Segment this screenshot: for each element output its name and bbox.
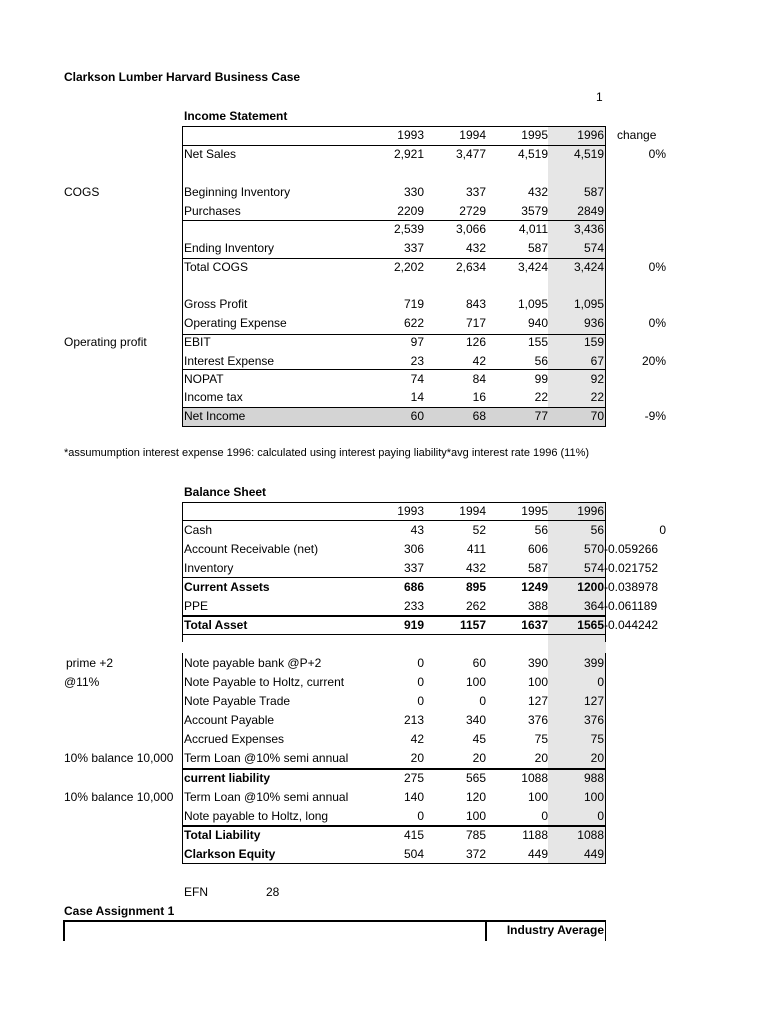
cell-1994: 20 bbox=[472, 751, 486, 765]
cell-1996: 936 bbox=[583, 316, 604, 330]
cell-1994: 2,634 bbox=[455, 260, 486, 274]
income-row bbox=[0, 258, 768, 277]
cell-change: -0.021752 bbox=[604, 561, 659, 575]
cell-1996: 1565 bbox=[577, 618, 604, 632]
balance-row bbox=[0, 559, 768, 578]
cell-1995: 0 bbox=[541, 809, 548, 823]
cell-1995: 587 bbox=[527, 241, 548, 255]
income-row bbox=[0, 388, 768, 407]
cell-1993: 275 bbox=[403, 771, 424, 785]
assignment-divider bbox=[485, 920, 487, 941]
cell-1994: 100 bbox=[465, 675, 486, 689]
cell-1993: 306 bbox=[403, 542, 424, 556]
cell-1996: 574 bbox=[583, 241, 604, 255]
balance-row-total-asset bbox=[0, 616, 768, 635]
row-label: Account Receivable (net) bbox=[184, 542, 319, 556]
row-label: Gross Profit bbox=[184, 297, 248, 311]
cell-1996: 1,095 bbox=[573, 297, 604, 311]
row-label: Current Assets bbox=[184, 580, 270, 594]
cell-1994: 68 bbox=[472, 409, 486, 423]
cell-change: -0.061189 bbox=[604, 599, 658, 613]
cell-1994: 337 bbox=[465, 185, 486, 199]
row-label: Clarkson Equity bbox=[184, 847, 276, 861]
cell-1994: 895 bbox=[465, 580, 486, 594]
assignment-right-border bbox=[605, 920, 606, 941]
cell-1996: 2849 bbox=[577, 204, 604, 218]
cell-1994: 411 bbox=[466, 542, 486, 556]
cell-change: -0.038978 bbox=[604, 580, 659, 594]
cell-change: 0% bbox=[648, 316, 666, 330]
cell-1994: 432 bbox=[465, 241, 486, 255]
cell-1994: 372 bbox=[465, 847, 486, 861]
cell-1995: 3579 bbox=[521, 204, 548, 218]
cell-1995: 75 bbox=[534, 732, 548, 746]
row-label: Total COGS bbox=[184, 260, 249, 274]
cell-1995: 100 bbox=[527, 675, 548, 689]
cell-1996: 92 bbox=[590, 372, 604, 386]
cell-1993: 14 bbox=[410, 390, 424, 404]
row-label: Interest Expense bbox=[184, 354, 275, 368]
cell-1996: 587 bbox=[583, 185, 604, 199]
row-label: Note Payable Trade bbox=[184, 694, 291, 708]
balance-row-current-assets bbox=[0, 578, 768, 597]
row-label: Note payable bank @P+2 bbox=[184, 656, 322, 670]
cell-1994: 340 bbox=[465, 713, 486, 727]
cell-1993: 330 bbox=[403, 185, 424, 199]
cell-1993: 2209 bbox=[397, 204, 424, 218]
income-year-1993: 1993 bbox=[397, 128, 424, 142]
cell-1993: 60 bbox=[410, 409, 424, 423]
cell-change: 0% bbox=[648, 260, 666, 274]
cell-1995: 127 bbox=[527, 694, 548, 708]
cell-1994: 0 bbox=[479, 694, 486, 708]
cell-1996: 399 bbox=[583, 656, 604, 670]
assignment-left-border bbox=[63, 920, 65, 941]
document-title: Clarkson Lumber Harvard Business Case bbox=[64, 70, 301, 84]
cell-1995: 56 bbox=[534, 354, 548, 368]
cell-1994: 60 bbox=[472, 656, 486, 670]
row-label: Income tax bbox=[184, 390, 243, 404]
cell-1994: 45 bbox=[472, 732, 486, 746]
cell-1996: 570 bbox=[583, 542, 604, 556]
cell-1995: 1088 bbox=[521, 771, 548, 785]
cell-1996: 127 bbox=[583, 694, 604, 708]
balance-row bbox=[0, 540, 768, 559]
income-statement-title: Income Statement bbox=[184, 109, 288, 123]
row-note: COGS bbox=[64, 185, 100, 199]
balance-row bbox=[0, 597, 768, 616]
efn-value: 28 bbox=[266, 885, 280, 899]
cell-1996: 1088 bbox=[577, 828, 604, 842]
balance-row bbox=[0, 711, 768, 730]
cell-1995: 587 bbox=[527, 561, 548, 575]
cell-1996: 4,519 bbox=[573, 147, 604, 161]
cell-1993: 2,921 bbox=[393, 147, 424, 161]
balance-row-equity bbox=[0, 845, 768, 864]
cell-1995: 1,095 bbox=[517, 297, 548, 311]
income-row bbox=[0, 352, 768, 371]
balance-year-1994: 1994 bbox=[459, 504, 486, 518]
balance-row bbox=[0, 673, 768, 692]
row-label: Beginning Inventory bbox=[184, 185, 291, 199]
balance-row-total-liability bbox=[0, 826, 768, 845]
balance-year-1993: 1993 bbox=[397, 504, 424, 518]
cell-1995: 449 bbox=[527, 847, 548, 861]
row-label: PPE bbox=[184, 599, 209, 613]
cell-1995: 155 bbox=[527, 335, 548, 349]
row-label: Total Liability bbox=[184, 828, 261, 842]
cell-1993: 337 bbox=[403, 561, 424, 575]
balance-header-row bbox=[0, 502, 768, 521]
cell-1994: 16 bbox=[472, 390, 486, 404]
cell-1996: 22 bbox=[590, 390, 604, 404]
cell-1993: 0 bbox=[417, 675, 424, 689]
income-row bbox=[0, 145, 768, 164]
cell-1996: 1200 bbox=[577, 580, 604, 594]
page-number: 1 bbox=[596, 90, 603, 104]
income-row bbox=[0, 239, 768, 258]
row-label: Net Income bbox=[184, 409, 246, 423]
row-label: Term Loan @10% semi annual bbox=[184, 790, 349, 804]
balance-row-current-liability bbox=[0, 769, 768, 788]
balance-sheet-title: Balance Sheet bbox=[184, 485, 267, 499]
balance-row bbox=[0, 807, 768, 826]
row-label: Net Sales bbox=[184, 147, 237, 161]
cell-1995: 99 bbox=[534, 372, 548, 386]
cell-1993: 213 bbox=[403, 713, 424, 727]
cell-1994: 843 bbox=[465, 297, 486, 311]
cell-1994: 120 bbox=[465, 790, 486, 804]
cell-1996: 3,424 bbox=[573, 260, 604, 274]
cell-1993: 2,202 bbox=[393, 260, 424, 274]
balance-row bbox=[0, 749, 768, 768]
income-row bbox=[0, 295, 768, 314]
cell-1996: 376 bbox=[583, 713, 604, 727]
row-note: prime +2 bbox=[66, 656, 114, 670]
cell-1995: 1637 bbox=[521, 618, 548, 632]
cell-1994: 52 bbox=[472, 523, 486, 537]
cell-1993: 415 bbox=[403, 828, 424, 842]
income-bottom-border bbox=[182, 426, 606, 427]
cell-1993: 97 bbox=[410, 335, 424, 349]
cell-1996: 449 bbox=[583, 847, 604, 861]
cell-1993: 23 bbox=[410, 354, 424, 368]
cell-1994: 565 bbox=[465, 771, 486, 785]
cell-1996: 70 bbox=[590, 409, 604, 423]
cell-1995: 100 bbox=[527, 790, 548, 804]
cell-1995: 432 bbox=[527, 185, 548, 199]
income-row bbox=[0, 220, 768, 239]
cell-1996: 20 bbox=[590, 751, 604, 765]
cell-1994: 432 bbox=[465, 561, 486, 575]
cell-change: 20% bbox=[641, 354, 666, 368]
cell-1996: 0 bbox=[597, 675, 604, 689]
cell-1993: 686 bbox=[403, 580, 424, 594]
income-year-1994: 1994 bbox=[459, 128, 486, 142]
cell-1994: 126 bbox=[465, 335, 486, 349]
row-label: Ending Inventory bbox=[184, 241, 275, 255]
row-note: Operating profit bbox=[64, 335, 147, 349]
row-label: Operating Expense bbox=[184, 316, 287, 330]
row-label: Account Payable bbox=[184, 713, 275, 727]
cell-1993: 2,539 bbox=[393, 222, 424, 236]
row-label: Term Loan @10% semi annual bbox=[184, 751, 349, 765]
cell-1993: 74 bbox=[410, 372, 424, 386]
cell-1993: 504 bbox=[403, 847, 424, 861]
row-label: NOPAT bbox=[184, 372, 224, 386]
cell-1996: 159 bbox=[583, 335, 604, 349]
row-note: 10% balance 10,000 bbox=[64, 751, 174, 765]
balance-row bbox=[0, 692, 768, 711]
cell-1994: 100 bbox=[465, 809, 486, 823]
income-year-1996: 1996 bbox=[577, 128, 604, 142]
cell-1994: 84 bbox=[472, 372, 486, 386]
cell-1994: 42 bbox=[472, 354, 486, 368]
cell-1996: 988 bbox=[583, 771, 604, 785]
cell-1995: 22 bbox=[534, 390, 548, 404]
cell-1996: 100 bbox=[583, 790, 604, 804]
cell-1995: 77 bbox=[534, 409, 548, 423]
income-row bbox=[0, 370, 768, 389]
cell-change: 0 bbox=[659, 523, 666, 537]
cell-1996: 574 bbox=[583, 561, 604, 575]
row-note: @11% bbox=[64, 675, 100, 689]
cell-1995: 20 bbox=[534, 751, 548, 765]
cell-1993: 43 bbox=[410, 523, 424, 537]
cell-1993: 337 bbox=[403, 241, 424, 255]
income-row bbox=[0, 314, 768, 333]
cell-1995: 3,424 bbox=[517, 260, 548, 274]
income-row bbox=[0, 183, 768, 202]
cell-1995: 940 bbox=[527, 316, 548, 330]
cell-1993: 0 bbox=[417, 809, 424, 823]
cell-change: -0.059266 bbox=[604, 542, 659, 556]
balance-row bbox=[0, 730, 768, 749]
row-label: current liability bbox=[184, 771, 271, 785]
income-header-row bbox=[0, 126, 768, 145]
cell-1993: 0 bbox=[417, 694, 424, 708]
balance-row bbox=[0, 654, 768, 673]
income-row-net-income bbox=[0, 407, 768, 426]
cell-1996: 3,436 bbox=[573, 222, 604, 236]
industry-average-header: Industry Average bbox=[506, 923, 604, 937]
cell-1993: 140 bbox=[403, 790, 424, 804]
cell-1994: 3,066 bbox=[455, 222, 486, 236]
cell-change: -0.044242 bbox=[604, 618, 659, 632]
row-label: Accrued Expenses bbox=[184, 732, 285, 746]
cell-1995: 606 bbox=[527, 542, 548, 556]
cell-1996: 0 bbox=[597, 809, 604, 823]
cell-1995: 56 bbox=[534, 523, 548, 537]
cell-1994: 1157 bbox=[459, 618, 486, 632]
row-note: 10% balance 10,000 bbox=[64, 790, 174, 804]
cell-1993: 719 bbox=[403, 297, 424, 311]
cell-1994: 785 bbox=[465, 828, 486, 842]
cell-1995: 390 bbox=[527, 656, 548, 670]
cell-1995: 376 bbox=[527, 713, 548, 727]
row-label: Purchases bbox=[184, 204, 241, 218]
cell-1994: 717 bbox=[465, 316, 486, 330]
cell-1993: 20 bbox=[410, 751, 424, 765]
income-row bbox=[0, 333, 768, 352]
balance-year-1996: 1996 bbox=[577, 504, 604, 518]
income-change-header: change bbox=[617, 128, 657, 142]
row-label: Inventory bbox=[184, 561, 234, 575]
cell-1993: 919 bbox=[403, 618, 424, 632]
cell-1995: 1249 bbox=[521, 580, 548, 594]
case-assignment-title: Case Assignment 1 bbox=[64, 904, 175, 918]
row-label: EBIT bbox=[184, 335, 211, 349]
cell-1995: 1188 bbox=[522, 828, 548, 842]
cell-1993: 622 bbox=[403, 316, 424, 330]
balance-year-1995: 1995 bbox=[521, 504, 548, 518]
cell-change: 0% bbox=[648, 147, 666, 161]
cell-1996: 75 bbox=[590, 732, 604, 746]
cell-1994: 262 bbox=[465, 599, 486, 613]
efn-label: EFN bbox=[184, 885, 208, 899]
income-row bbox=[0, 202, 768, 221]
row-label: Cash bbox=[184, 523, 213, 537]
row-label: Note Payable to Holtz, current bbox=[184, 675, 345, 689]
cell-1993: 0 bbox=[417, 656, 424, 670]
income-year-1995: 1995 bbox=[521, 128, 548, 142]
assumption-note: *assumumption interest expense 1996: calculated using interest paying liability*avg interest rate 1996 (11%) bbox=[64, 447, 590, 459]
cell-1995: 388 bbox=[527, 599, 548, 613]
balance-row bbox=[0, 788, 768, 807]
cell-1994: 3,477 bbox=[455, 147, 486, 161]
cell-change: -9% bbox=[644, 409, 666, 423]
cell-1995: 4,519 bbox=[517, 147, 548, 161]
cell-1996: 56 bbox=[590, 523, 604, 537]
cell-1996: 67 bbox=[590, 354, 604, 368]
row-label: Total Asset bbox=[184, 618, 248, 632]
assignment-top-border bbox=[63, 920, 606, 922]
cell-1993: 42 bbox=[410, 732, 424, 746]
cell-1996: 364 bbox=[583, 599, 604, 613]
cell-1995: 4,011 bbox=[518, 222, 548, 236]
balance-row bbox=[0, 521, 768, 540]
row-label: Note payable to Holtz, long bbox=[184, 809, 329, 823]
cell-1994: 2729 bbox=[459, 204, 486, 218]
cell-1993: 233 bbox=[403, 599, 424, 613]
